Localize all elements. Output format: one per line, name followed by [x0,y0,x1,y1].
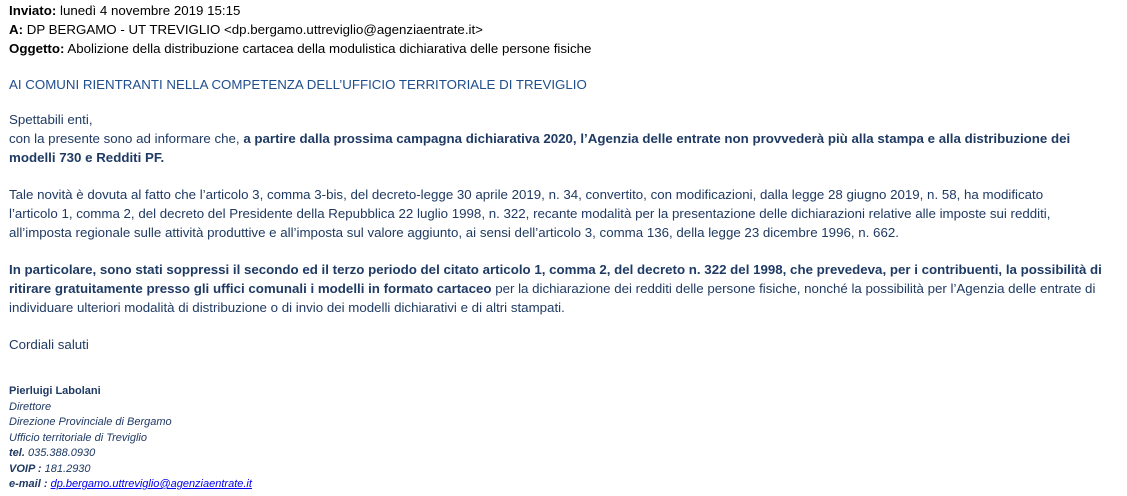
tel-value: 035.388.0930 [24,447,96,459]
paragraph-3 [9,260,1119,317]
greeting: Spettabili enti, [9,112,93,127]
email-link[interactable]: dp.bergamo.uttreviglio@agenziaentrate.it [50,478,252,490]
recipient-title: AI COMUNI RIENTRANTI NELLA COMPETENZA DELL’UFFICIO TERRITORIALE DI TREVIGLIO [9,77,587,92]
signature-name: Pierluigi Labolani [9,385,101,397]
signature-tel-row [9,446,1119,462]
paragraph-2 [9,185,1119,242]
email-label: e-mail : [9,478,48,490]
paragraph-1-bold: a partire dalla prossima campagna dichiarativa 2020, l’Agenzia delle entrate non provvederà più alla stampa e alla distribuzione dei modelli 730 e Redditi PF. [9,131,1071,165]
tel-label: tel. [9,447,25,459]
signature-role: Direttore [9,400,52,413]
email-message [9,0,1119,493]
paragraph-1-plain: con la presente sono ad informare che, [9,131,244,146]
closing: Cordiali saluti [9,337,89,352]
sent-value: lunedì 4 novembre 2019 15:15 [59,3,241,18]
paragraph-2-line-2: l’articolo 1, comma 2, del decreto del Presidente della Repubblica 22 luglio 1998, n. 322, recante modalità per la presentazione delle dichiarazioni relative alle imposte sui redditi, [9,206,1051,221]
paragraph-3-plain: per la dichiarazione dei redditi delle persone fisiche, nonché la possibilità per l’Agenzia delle entrate di individuare ulteriori modalità di distribuzione o di invio dei modelli dichiarativi e di altri stampati. [9,281,1096,315]
to-value: DP BERGAMO - UT TREVIGLIO <dp.bergamo.uttreviglio@agenziaentrate.it> [26,22,483,37]
to-label: A: [9,22,24,37]
paragraph-2-line-1: Tale novità è dovuta al fatto che l’articolo 3, comma 3-bis, del decreto-legge 30 aprile 2019, n. 34, convertito, con modificazioni, dalla legge 28 giugno 2019, n. 58, ha modificato [9,187,1044,202]
voip-label: VOIP : [9,462,42,475]
paragraph-3-bold: In particolare, sono stati soppressi il secondo ed il terzo periodo del citato articolo 1, comma 2, del decreto n. 322 del 1998, che prevedeva, per i contribuenti, la possibilità di ritirare gratuitamente presso gli uffici comunali i modelli in formato cartaceo [9,262,1102,296]
paragraph-2-line-3: all’imposta regionale sulle attività produttive e all’imposta sul valore aggiunto, ai sensi dell’articolo 3, comma 136, della legge 23 dicembre 1996, n. 662. [9,225,899,240]
sent-label: Inviato: [9,3,57,18]
signature-office-2: Ufficio territoriale di Treviglio [9,431,147,444]
subject-label: Oggetto: [9,41,65,56]
signature-email-row [9,477,1119,493]
signature-voip-row [9,462,1119,478]
header-to-row [9,20,1119,39]
voip-value: 181.2930 [41,462,91,475]
subject-value: Abolizione della distribuzione cartacea della modulistica dichiarativa delle persone fisiche [67,41,592,56]
header-sent-row [9,1,1119,20]
signature-office-1: Direzione Provinciale di Bergamo [9,416,172,428]
signature-block [9,384,1119,493]
header-subject-row [9,39,1119,58]
paragraph-1 [9,129,1119,167]
